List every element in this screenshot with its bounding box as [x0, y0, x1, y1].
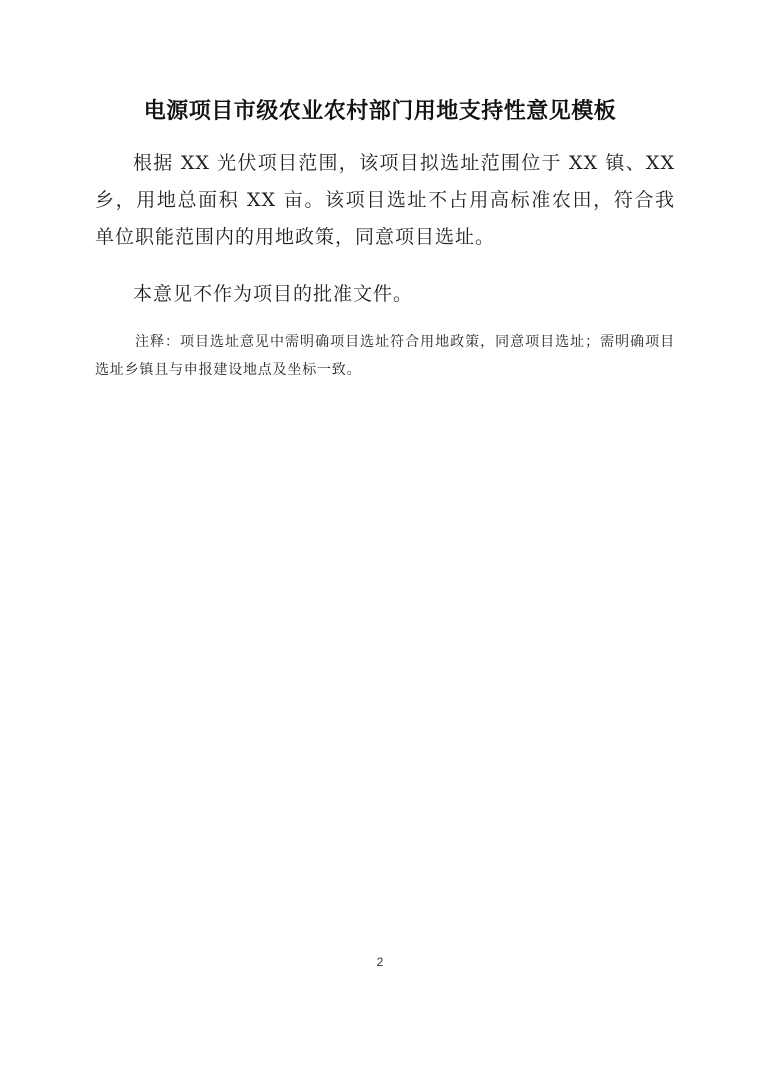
disclaimer-paragraph: 本意见不作为项目的批准文件。 — [133, 283, 414, 305]
opinion-paragraph: 根据 XX 光伏项目范围，该项目拟选址范围位于 XX 镇、XX 乡，用地总面积 XX 亩。该项目选址不占用高标准农田，符合我单位职能范围内的用地政策，同意项目选址。 — [95, 152, 675, 248]
note-paragraph: 注释：项目选址意见中需明确项目选址符合用地政策，同意项目选址；需明确项目选址乡镇且与申报建设地点及坐标一致。 — [95, 334, 675, 378]
document-title: 电源项目市级农业农村部门用地支持性意见模板 — [143, 98, 617, 124]
page-number: 2 — [376, 955, 384, 969]
